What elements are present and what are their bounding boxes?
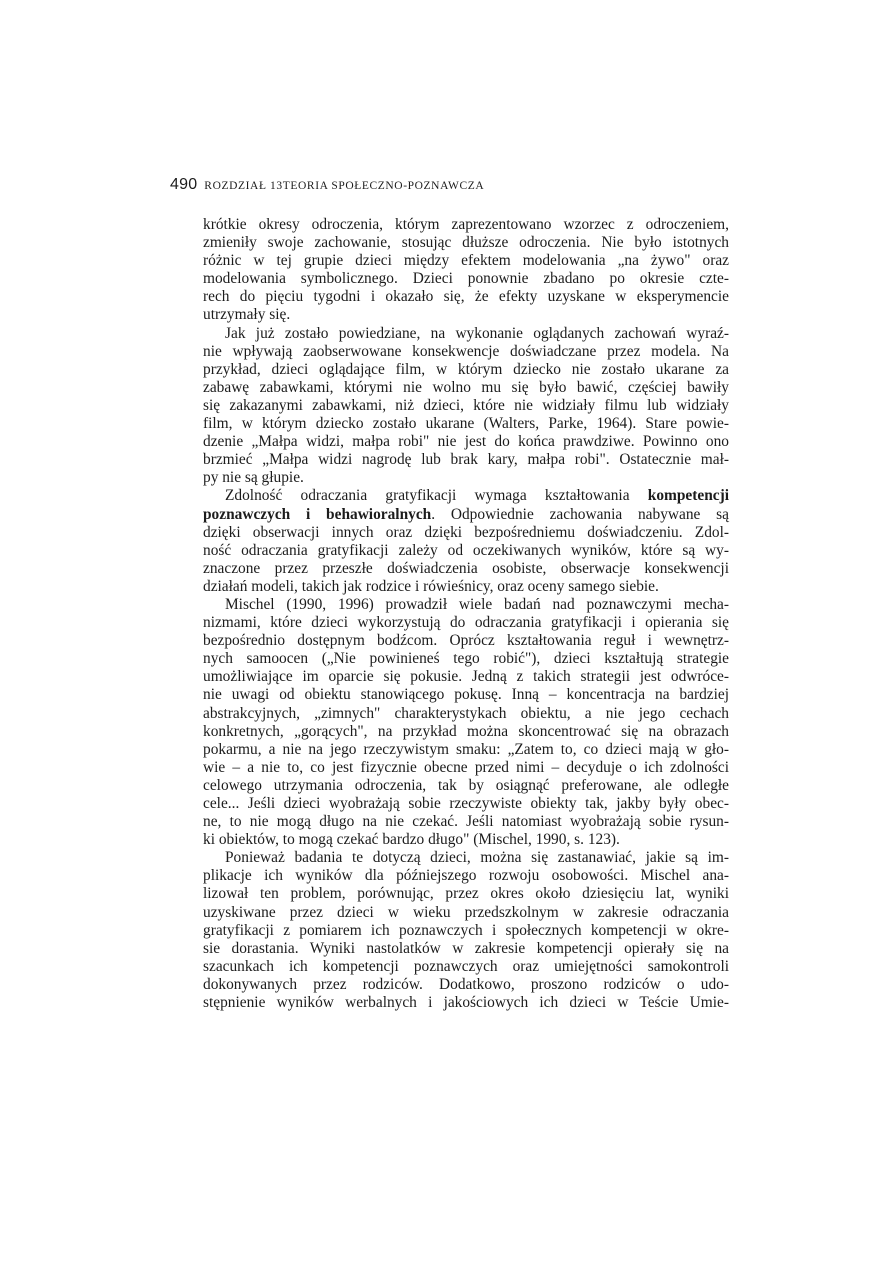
text-line: [203, 506, 729, 524]
text-line: ki obiektów, to mogą czekać bardzo długo" (Mischel, 1990, s. 123).: [203, 831, 620, 849]
text-line: brzmieć „Małpa widzi nagrodę lub brak kary, małpa robi". Ostatecznie mał-: [203, 451, 729, 469]
text-line: rech do pięciu tygodni i okazało się, że efekty uzyskane w eksperymencie: [203, 288, 729, 306]
text-line-segment: . Odpowiednie zachowania nabywane są: [431, 505, 729, 523]
running-header: [170, 176, 730, 194]
bold-term: kompetencji: [647, 487, 729, 505]
text-line: pokarmu, a nie na jego rzeczywistym smaku: „Zatem to, co dzieci mają w gło-: [203, 740, 729, 758]
text-line: sie dorastania. Wyniki nastolatków w zakresie kompetencji opierały się na: [203, 939, 729, 957]
text-line: cele... Jeśli dzieci wyobrażają sobie rzeczywiste obiekty tak, jakby były obec-: [203, 795, 729, 812]
text-line: się zakazanymi zabawkami, niż dzieci, które nie widziały filmu lub widziały: [203, 396, 729, 414]
text-line: py nie są głupie.: [203, 469, 304, 487]
text-line: działań modeli, takich jak rodzice i rówieśnicy, oraz oceny samego siebie.: [203, 577, 659, 595]
text-line: nie uwagi od obiektu stanowiącego pokusę. Inną – koncentracja na bardziej: [203, 686, 729, 704]
text-line: krótkie okresy odroczenia, którym zaprezentowano wzorzec z odroczeniem,: [203, 216, 729, 233]
text-line: różnic w tej grupie dzieci między efektem modelowania „na żywo" oraz: [203, 252, 729, 270]
text-line: bezpośrednio dostępnym bodźcom. Oprócz kształtowania reguł i wewnętrz-: [203, 632, 729, 650]
text-line: wie – a nie to, co jest fizycznie obecne przed nimi – decyduje o ich zdolności: [203, 758, 729, 776]
text-line: dzenie „Małpa widzi, małpa robi" nie jest do końca prawdziwe. Powinno ono: [203, 433, 729, 451]
text-line: ne, to nie mogą długo na nie czekać. Jeśli natomiast wyobrażają sobie rysun-: [203, 813, 729, 831]
page-number: 490: [170, 176, 198, 193]
text-line: film, w którym dziecko zostało ukarane (Walters, Parke, 1964). Stare powie-: [203, 415, 729, 433]
text-line: dzięki obserwacji innych oraz dzięki bezpośredniemu doświadczeniu. Zdol-: [203, 523, 729, 541]
text-line: Jak już zostało powiedziane, na wykonanie oglądanych zachowań wyraź-: [225, 324, 729, 342]
text-line: abstrakcyjnych, „zimnych" charakterystykach obiektu, a nie jego cechach: [203, 704, 729, 722]
text-line: umożliwiające im oparcie się pokusie. Jedną z takich strategii jest odwróce-: [203, 668, 729, 686]
text-line: plikacje ich wyników dla późniejszego rozwoju osobowości. Mischel ana-: [203, 867, 729, 885]
text-line: znaczone przez przeszłe doświadczenia osobiste, obserwacje konsekwencji: [203, 559, 729, 577]
text-line: modelowania symbolicznego. Dzieci ponownie zbadano po okresie czte-: [203, 270, 729, 288]
text-line: nych samoocen („Nie powinieneś tego robić"), dzieci kształtują strategie: [203, 650, 729, 668]
text-line: Ponieważ badania te dotyczą dzieci, można się zastanawiać, jakie są im-: [225, 849, 729, 867]
body-text: [203, 216, 729, 1012]
text-line: stępnienie wyników werbalnych i jakościowych ich dzieci w Teście Umie-: [203, 994, 729, 1012]
text-line: nizmami, które dzieci wykorzystują do odraczania gratyfikacji i opierania się: [203, 614, 729, 632]
text-line: utrzymały się.: [203, 306, 291, 324]
text-line: celowego utrzymania odroczenia, tak by osiągnąć preferowane, ale odległe: [203, 776, 729, 794]
text-line: szacunkach ich kompetencji poznawczych oraz umiejętności samokontroli: [203, 957, 729, 975]
text-line: zabawę zabawkami, którymi nie wolno mu się było bawić, częściej bawiły: [203, 378, 729, 396]
chapter-title: TEORIA SPOŁECZNO-POZNAWCZA: [282, 180, 485, 192]
text-line: dokonywanych przez rodziców. Dodatkowo, proszono rodziców o udo-: [203, 975, 729, 993]
text-line: nie wpływają zaobserwowane konsekwencje doświadczane przez modela. Na: [203, 342, 729, 360]
text-line: konkretnych, „gorących", na przykład można skoncentrować się na obrazach: [203, 722, 729, 740]
text-line: [203, 487, 729, 505]
text-line: lizował ten problem, porównując, przez okres około dziesięciu lat, wyniki: [203, 885, 729, 903]
text-line: Mischel (1990, 1996) prowadził wiele badań nad poznawczymi mecha-: [225, 595, 729, 613]
text-line: gratyfikacji z pomiarem ich poznawczych i społecznych kompetencji w okre-: [203, 921, 729, 939]
text-line-segment: Zdolność odraczania gratyfikacji wymaga kształtowania: [225, 487, 648, 505]
bold-term: poznawczych i behawioralnych: [203, 505, 432, 523]
text-line: uzyskiwane przez dzieci w wieku przedszkolnym w zakresie odraczania: [203, 903, 729, 921]
chapter-label: ROZDZIAŁ 13: [204, 180, 283, 192]
text-line: przykład, dzieci oglądające film, w którym dziecko nie zostało ukarane za: [203, 360, 729, 378]
text-line: zmieniły swoje zachowanie, stosując dłuższe odroczenia. Nie było istotnych: [203, 234, 729, 252]
text-line: ność odraczania gratyfikacji zależy od oczekiwanych wyników, które są wy-: [203, 541, 729, 559]
